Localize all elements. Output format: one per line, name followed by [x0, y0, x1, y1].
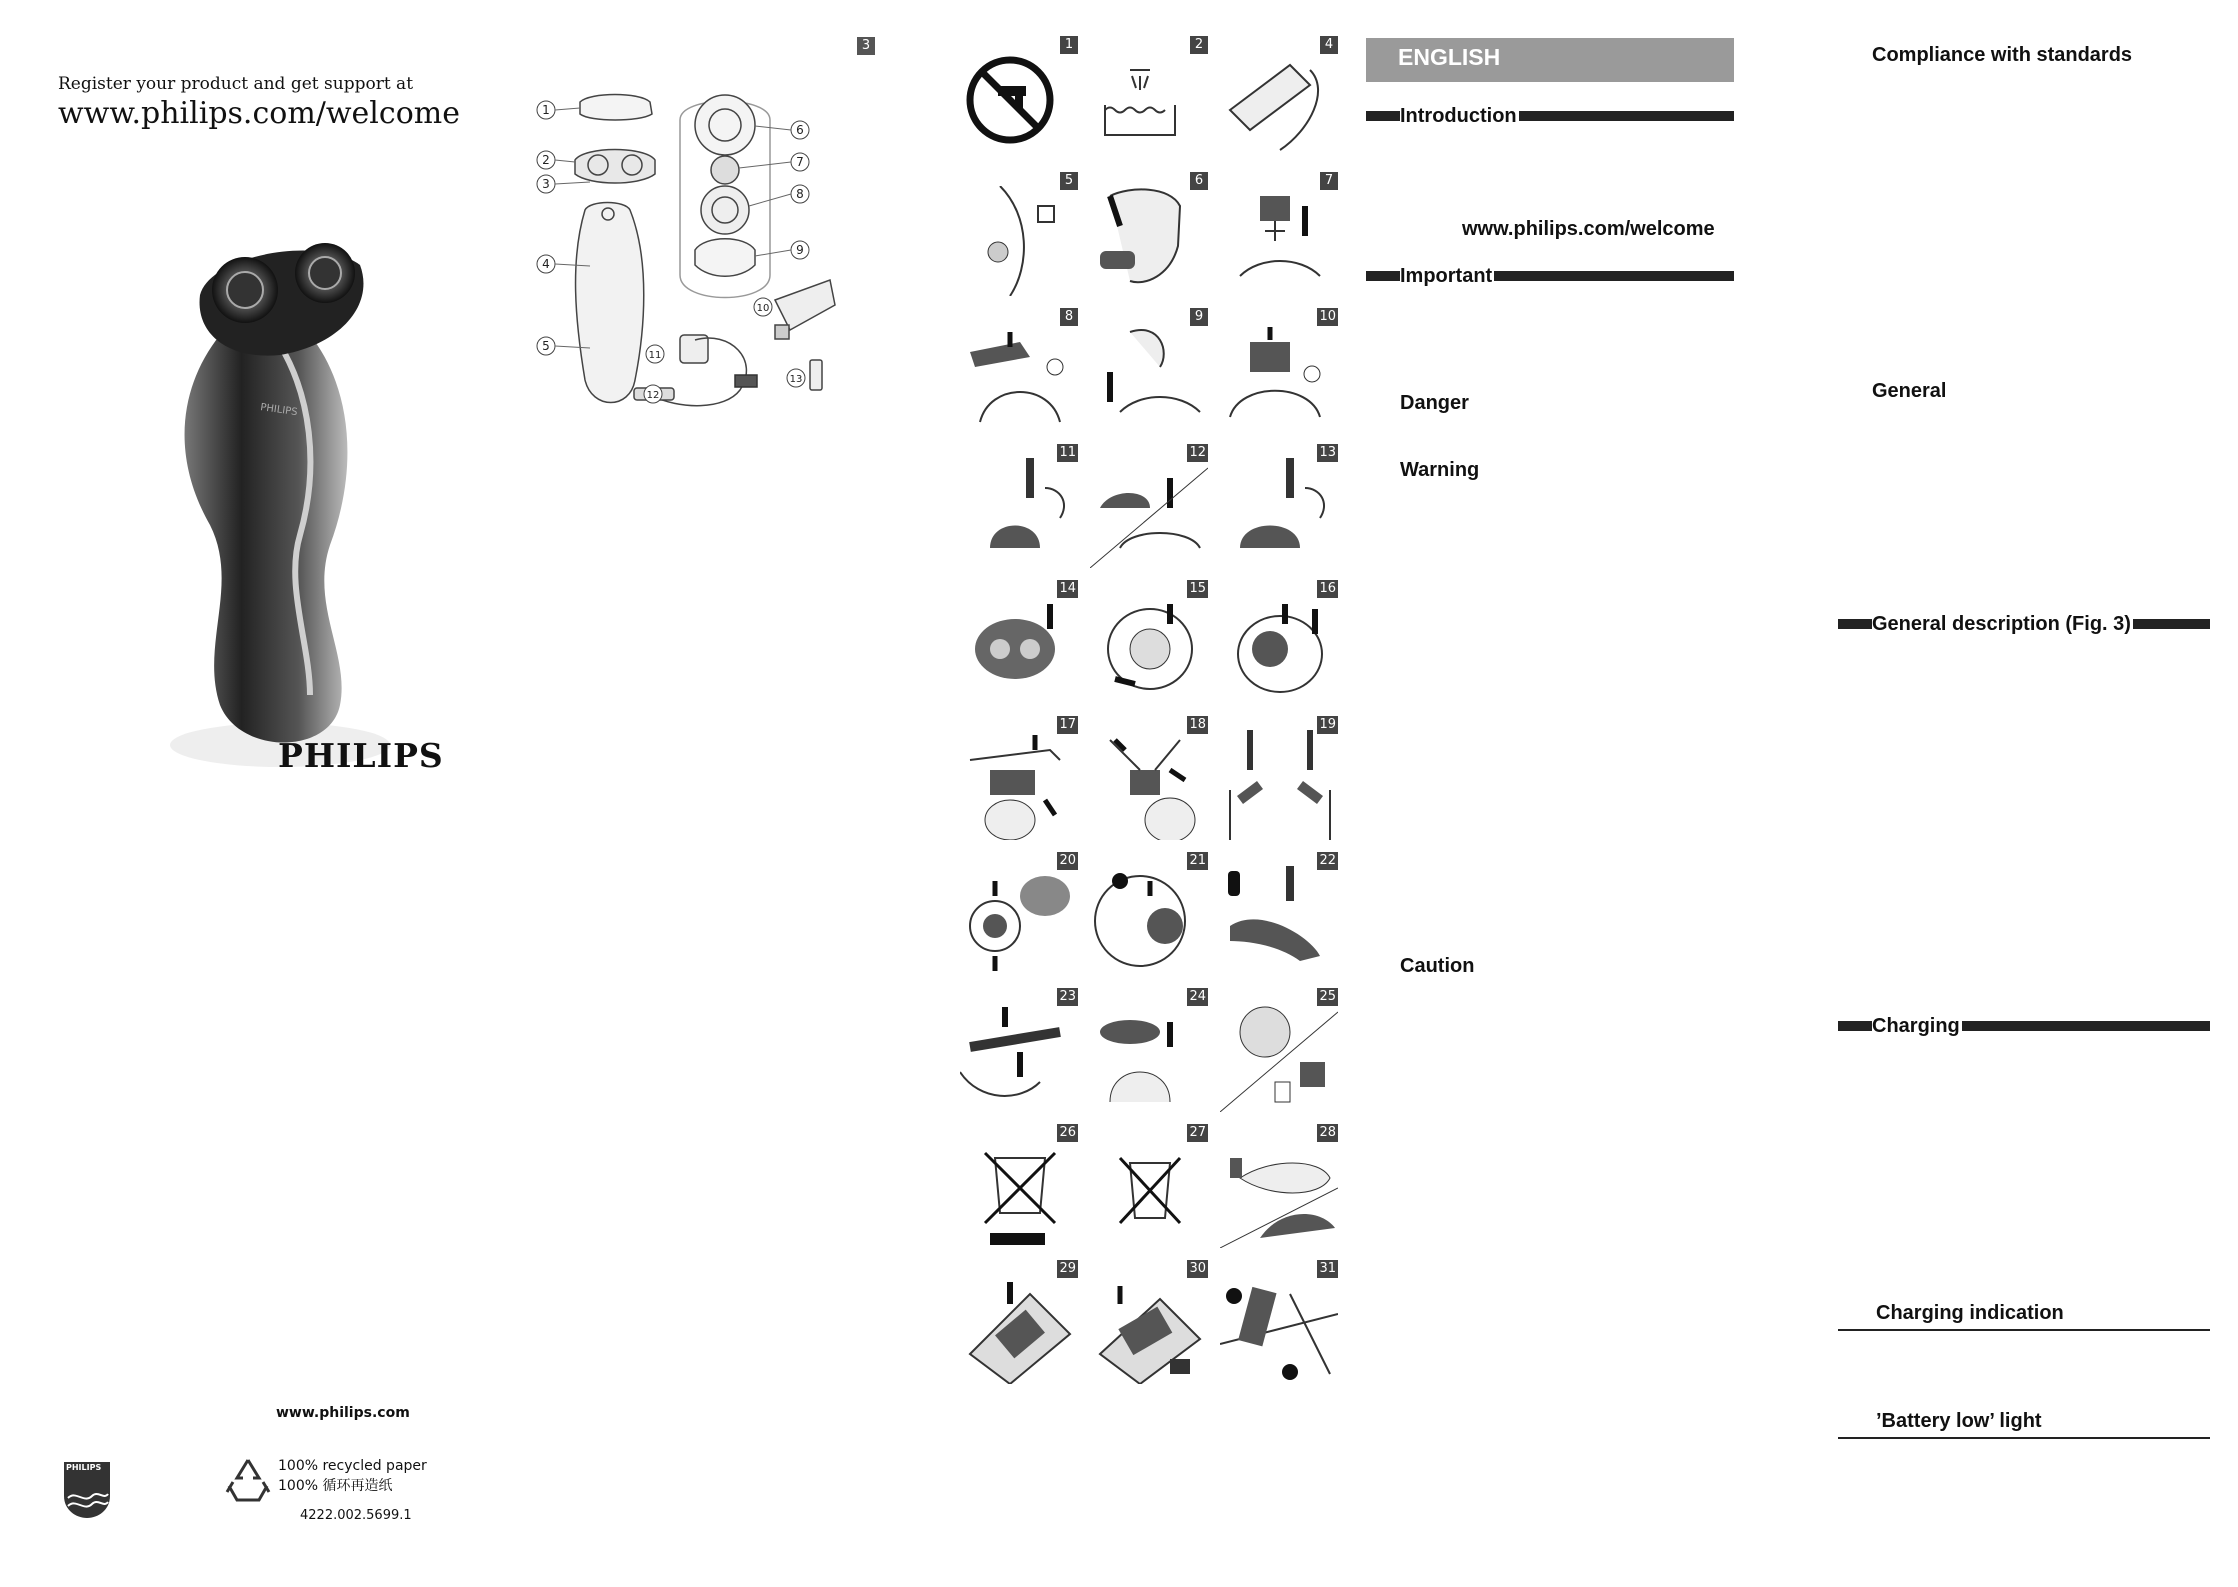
figure-number-badge: 16 [1319, 581, 1336, 596]
figure-number-badge: 21 [1189, 853, 1206, 868]
part-label-4: 4 [542, 257, 550, 271]
figure-2 [1090, 36, 1208, 156]
figure-illustration [1090, 1002, 1208, 1112]
figure-number-badge: 31 [1319, 1261, 1336, 1276]
figure-illustration [960, 186, 1078, 296]
figure-24 [1090, 988, 1208, 1108]
philips-brand-logo: PHILIPS [278, 736, 444, 775]
figure-illustration [1090, 458, 1208, 568]
section-important [1366, 264, 1734, 288]
figure-5 [960, 172, 1078, 292]
recycle-icon [223, 1456, 273, 1504]
figure-18 [1090, 716, 1208, 836]
part-label-8: 8 [796, 187, 804, 201]
figure-number-badge: 27 [1189, 1125, 1206, 1140]
figure-number-badge: 12 [1189, 445, 1206, 460]
figure-20 [960, 852, 1078, 972]
figure-30 [1090, 1260, 1208, 1380]
figure-number-badge: 20 [1059, 853, 1076, 868]
figure-number-badge: 15 [1189, 581, 1206, 596]
figure-number-badge: 22 [1319, 853, 1336, 868]
figure-number-badge: 14 [1059, 581, 1076, 596]
recycled-paper-text: 100% recycled paper [278, 1458, 427, 1474]
figure-illustration [1220, 1138, 1338, 1248]
figure-3-badge: 3 [857, 37, 875, 55]
figure-9 [1090, 308, 1208, 428]
figure-illustration [1220, 1274, 1338, 1384]
figure-31 [1220, 1260, 1338, 1380]
figure-15 [1090, 580, 1208, 700]
danger-heading: Danger [1400, 392, 1469, 414]
part-label-6: 6 [796, 123, 804, 137]
figure-illustration [960, 1138, 1078, 1248]
figure-19 [1220, 716, 1338, 836]
figure-number-badge: 26 [1059, 1125, 1076, 1140]
figure-number-badge: 4 [1320, 36, 1338, 54]
part-label-2: 2 [542, 153, 550, 167]
figure-number-badge: 19 [1319, 717, 1336, 732]
figure-26 [960, 1124, 1078, 1244]
figure-29 [960, 1260, 1078, 1380]
figure-28 [1220, 1124, 1338, 1244]
figure-illustration [1220, 322, 1338, 432]
shield-text: PHILIPS [66, 1463, 102, 1472]
figure-17 [960, 716, 1078, 836]
shaver-product-image [160, 225, 460, 785]
important-heading: Important [1400, 264, 1493, 287]
figure-number-badge: 2 [1190, 36, 1208, 54]
section-introduction [1366, 104, 1734, 128]
welcome-url[interactable]: www.philips.com/welcome [58, 96, 460, 131]
figure-number-badge: 17 [1059, 717, 1076, 732]
figure-21 [1090, 852, 1208, 972]
figure-illustration [960, 458, 1078, 568]
part-label-13: 13 [789, 374, 803, 385]
figure-number-badge: 18 [1189, 717, 1206, 732]
figure-number-badge: 7 [1320, 172, 1338, 190]
part-label-11: 11 [648, 350, 662, 361]
figure-4 [1220, 36, 1338, 156]
figure-illustration [1090, 1274, 1208, 1384]
document-code: 4222.002.5699.1 [300, 1508, 412, 1523]
figure-number-badge: 6 [1190, 172, 1208, 190]
warning-heading: Warning [1400, 459, 1480, 481]
figure-8 [960, 308, 1078, 428]
figure-illustration [1090, 186, 1208, 296]
figure-illustration [1220, 50, 1338, 160]
figure-illustration [1220, 866, 1338, 976]
figure-illustration [960, 594, 1078, 704]
figure-number-badge: 24 [1189, 989, 1206, 1004]
figure-illustration [960, 730, 1078, 840]
part-label-7: 7 [796, 155, 804, 169]
figure-number-badge: 5 [1060, 172, 1078, 190]
figure-number-badge: 9 [1190, 308, 1208, 326]
figure-illustration [960, 1274, 1078, 1384]
introduction-heading: Introduction [1400, 104, 1517, 127]
figure-number-badge: 29 [1059, 1261, 1076, 1276]
figure-number-badge: 30 [1189, 1261, 1206, 1276]
figure-illustration [1090, 730, 1208, 840]
section-charging [1838, 1014, 2210, 1038]
figure-illustration [1220, 186, 1338, 296]
figure-illustration [1090, 594, 1208, 704]
figure-6 [1090, 172, 1208, 292]
figure-illustration [1090, 1138, 1208, 1248]
figure-illustration [1090, 866, 1208, 976]
compliance-heading: Compliance with standards [1872, 44, 2133, 66]
intro-welcome-url[interactable]: www.philips.com/welcome [1462, 218, 1715, 240]
part-label-3: 3 [542, 177, 550, 191]
figure-illustration [960, 866, 1078, 976]
figure-7 [1220, 172, 1338, 292]
figure-illustration [960, 322, 1078, 432]
figure-number-badge: 28 [1319, 1125, 1336, 1140]
figure-14 [960, 580, 1078, 700]
figure-22 [1220, 852, 1338, 972]
figure-11 [960, 444, 1078, 564]
figure-13 [1220, 444, 1338, 564]
caution-heading: Caution [1400, 955, 1475, 977]
part-label-1: 1 [542, 103, 550, 117]
charging-indication-heading: Charging indication [1838, 1302, 2210, 1331]
figure-27 [1090, 1124, 1208, 1244]
register-text: Register your product and get support at [58, 74, 414, 94]
figure-25 [1220, 988, 1338, 1108]
figure-23 [960, 988, 1078, 1108]
svg-text:PHILIPS: PHILIPS [259, 402, 299, 419]
figure-number-badge: 10 [1319, 309, 1336, 324]
part-label-10: 10 [756, 303, 770, 314]
philips-website[interactable]: www.philips.com [276, 1405, 410, 1421]
figure-1 [960, 36, 1078, 156]
part-label-12: 12 [646, 390, 660, 401]
figure-number-badge: 23 [1059, 989, 1076, 1004]
battery-low-heading: ’Battery low’ light [1838, 1410, 2210, 1439]
figure-16 [1220, 580, 1338, 700]
figure-illustration [960, 1002, 1078, 1112]
language-title: ENGLISH [1398, 44, 1501, 70]
figure-number-badge: 8 [1060, 308, 1078, 326]
recycled-paper-text-cn: 100% 循环再造纸 [278, 1478, 393, 1494]
part-label-9: 9 [796, 243, 804, 257]
charging-heading: Charging [1872, 1014, 1960, 1037]
figure-number-badge: 11 [1059, 445, 1076, 460]
general-description-heading: General description (Fig. 3) [1872, 612, 2131, 635]
section-general-description [1838, 612, 2210, 636]
figure-10 [1220, 308, 1338, 428]
figure-number-badge: 13 [1319, 445, 1336, 460]
figure-illustration [1220, 730, 1338, 840]
figure-12 [1090, 444, 1208, 564]
general-heading: General [1872, 380, 1947, 402]
figure-illustration [1090, 322, 1208, 432]
parts-diagram [530, 90, 840, 470]
figure-number-badge: 25 [1319, 989, 1336, 1004]
figure-illustration [1220, 594, 1338, 704]
figure-number-badge: 1 [1060, 36, 1078, 54]
figure-illustration [960, 50, 1078, 160]
figure-illustration [1220, 458, 1338, 568]
part-label-5: 5 [542, 339, 550, 353]
figure-illustration [1220, 1002, 1338, 1112]
figure-illustration [1090, 50, 1208, 160]
